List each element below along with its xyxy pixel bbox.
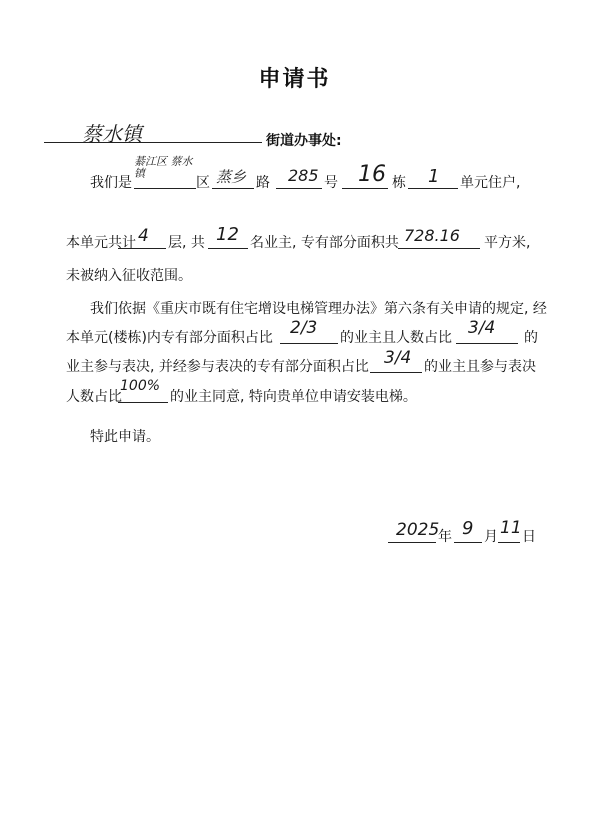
handwritten-ratio-people-1: 3/4 — [468, 318, 496, 338]
para2-line3-prefix: 业主参与表决, 并经参与表决的专有部分面积占比 — [66, 359, 369, 375]
para2-line2-prefix: 本单元(楼栋)内专有部分面积占比 — [66, 330, 273, 346]
district-label: 区 — [196, 175, 210, 191]
unit-underline — [408, 188, 458, 189]
ratio1-underline — [280, 343, 338, 344]
handwritten-addressee-town: 蔡水镇 — [82, 122, 142, 146]
handwritten-ratio-area-1: 2/3 — [290, 318, 318, 338]
unit-label: 单元住户, — [460, 175, 521, 191]
handwritten-day: 11 — [500, 518, 522, 538]
ratio2-underline — [456, 343, 518, 344]
handwritten-building: 16 — [358, 162, 386, 187]
owners-label: 名业主, 专有部分面积共 — [250, 235, 399, 251]
floors-label: 层, 共 — [168, 235, 205, 251]
floors-underline — [118, 248, 166, 249]
handwritten-year: 2025 — [396, 520, 440, 540]
closing-text: 特此申请。 — [90, 429, 160, 445]
para2-line1: 我们依据《重庆市既有住宅增设电梯管理办法》第六条有关申请的规定, 经 — [90, 301, 547, 317]
handwritten-month: 9 — [462, 518, 474, 539]
addressee-suffix: 街道办事处: — [266, 133, 342, 149]
month-underline — [454, 542, 482, 543]
we-are-label: 我们是 — [90, 175, 132, 191]
number-underline — [276, 188, 322, 189]
day-label: 日 — [522, 529, 536, 545]
handwritten-unit: 1 — [428, 166, 440, 187]
para2-line2-suffix: 的 — [524, 330, 538, 346]
document-title: 申请书 — [258, 67, 331, 92]
owners-underline — [208, 248, 248, 249]
handwritten-house-number: 285 — [288, 166, 319, 185]
area-underline — [398, 248, 480, 249]
addressee-underline — [44, 142, 262, 143]
month-label: 月 — [484, 529, 498, 545]
para1-line3: 未被纳入征收范围。 — [66, 268, 192, 284]
road-underline — [212, 188, 254, 189]
handwritten-floors: 4 — [138, 226, 149, 246]
ratio4-underline — [118, 402, 168, 403]
handwritten-ratio-people-2: 100% — [120, 378, 161, 394]
para2-line2-mid: 的业主且人数占比 — [340, 330, 452, 346]
para2-line4-prefix: 人数占比 — [66, 389, 122, 405]
handwritten-district: 綦江区 蔡水镇 — [134, 155, 193, 180]
building-underline — [342, 188, 388, 189]
para2-line4-suffix: 的业主同意, 特向贵单位申请安装电梯。 — [170, 389, 417, 405]
area-label: 平方米, — [484, 235, 531, 251]
handwritten-road: 蒸乡 — [216, 168, 247, 186]
day-underline — [498, 542, 520, 543]
floors-prefix: 本单元共计 — [66, 235, 136, 251]
para2-line3-suffix: 的业主且参与表决 — [424, 359, 536, 375]
year-underline — [388, 542, 436, 543]
building-label: 栋 — [392, 175, 406, 191]
handwritten-ratio-area-2: 3/4 — [384, 348, 412, 368]
number-label: 号 — [324, 175, 338, 191]
year-label: 年 — [438, 529, 452, 545]
handwritten-area: 728.16 — [404, 226, 460, 245]
handwritten-owners: 12 — [216, 224, 239, 245]
ratio3-underline — [370, 372, 422, 373]
district-underline — [134, 188, 196, 189]
road-label: 路 — [256, 175, 270, 191]
